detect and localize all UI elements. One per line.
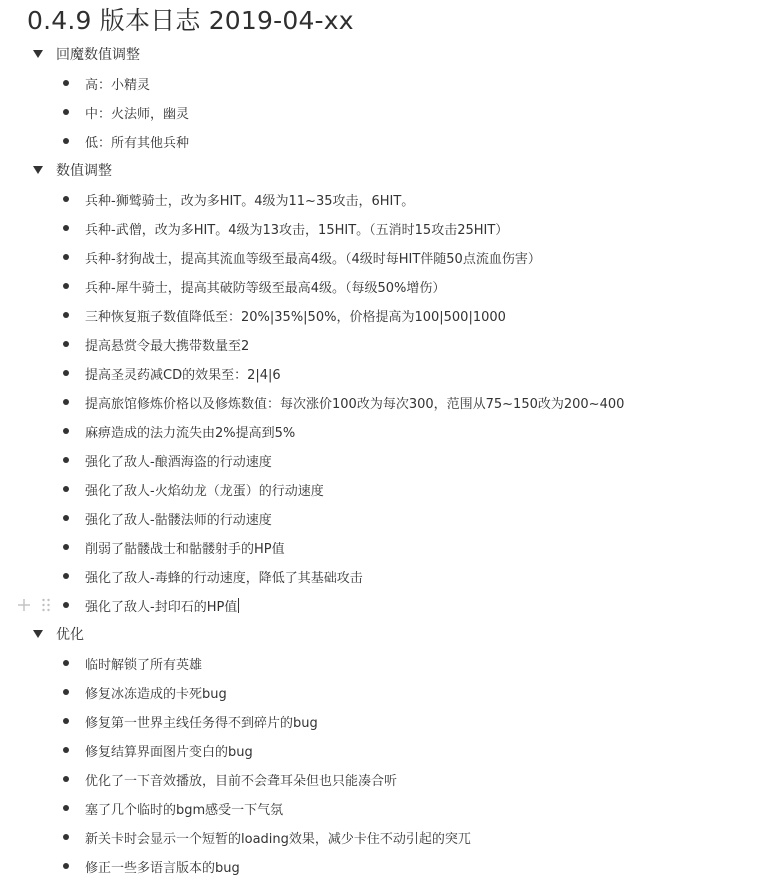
section-header-mana-regen[interactable] (33, 41, 140, 67)
list-item[interactable] (63, 331, 249, 357)
drag-handle-icon[interactable] (41, 598, 51, 612)
bullet-dot-icon (63, 718, 69, 724)
list-item[interactable] (63, 679, 227, 705)
list-item-text: 麻痹造成的法力流失由2%提高到5% (85, 425, 296, 441)
list-item-text: 兵种-武僧，改为多HIT。4级为13攻击，15HIT。（五消时15攻击25HIT） (85, 222, 509, 238)
bullet-dot-icon (63, 689, 69, 695)
bullet-dot-icon (63, 660, 69, 666)
list-item[interactable] (63, 447, 272, 473)
bullet-dot-icon (63, 805, 69, 811)
bullet-dot-icon (63, 312, 69, 318)
bullet-dot-icon (63, 486, 69, 492)
bullet-dot-icon (63, 544, 69, 550)
page-title: 0.4.9 版本日志 2019-04-xx (27, 6, 354, 35)
list-item[interactable] (63, 70, 150, 96)
list-item[interactable] (63, 534, 285, 560)
triangle-down-icon[interactable] (33, 50, 43, 58)
list-item-text: 兵种-豺狗战士，提高其流血等级至最高4级。（4级时每HIT伴随50点流血伤害） (85, 251, 541, 267)
list-item[interactable] (63, 824, 471, 850)
bullet-dot-icon (63, 602, 69, 608)
list-item[interactable] (63, 99, 189, 125)
list-item[interactable] (63, 476, 324, 502)
drag-handle-icon-glyph (41, 598, 51, 612)
list-item[interactable] (63, 650, 202, 676)
bullet-dot-icon (63, 109, 69, 115)
list-item-text: 修复冰冻造成的卡死bug (85, 686, 227, 702)
bullet-dot-icon (63, 515, 69, 521)
plus-icon[interactable] (17, 598, 31, 612)
list-item-text: 修正一些多语言版本的bug (85, 860, 240, 876)
bullet-dot-icon (63, 225, 69, 231)
bullet-dot-icon (63, 863, 69, 869)
bullet-dot-icon (63, 370, 69, 376)
list-item-text: 强化了敌人-骷髅法师的行动速度 (85, 512, 272, 528)
list-item-text: 提高旅馆修炼价格以及修炼数值：每次涨价100改为每次300，范围从75~150改为200~400 (85, 396, 625, 412)
list-item[interactable] (63, 128, 189, 154)
list-item-text: 兵种-狮鹫骑士，改为多HIT。4级为11~35攻击，6HIT。 (85, 193, 415, 209)
bullet-dot-icon (63, 283, 69, 289)
list-item-text: 提高圣灵药减CD的效果至：2|4|6 (85, 367, 281, 383)
list-item[interactable] (63, 215, 508, 241)
section-header-optimization[interactable] (33, 621, 84, 647)
list-item-text: 强化了敌人-毒蜂的行动速度，降低了其基础攻击 (85, 570, 363, 586)
list-item-text: 低：所有其他兵种 (85, 135, 190, 151)
list-item-text: 强化了敌人-火焰幼龙（龙蛋）的行动速度 (85, 483, 324, 499)
bullet-dot-icon (63, 776, 69, 782)
bullet-dot-icon (63, 573, 69, 579)
bullet-dot-icon (63, 254, 69, 260)
list-item-text[interactable]: 强化了敌人-封印石的HP值 (85, 599, 238, 615)
list-item[interactable] (63, 360, 281, 386)
list-item[interactable] (63, 302, 506, 328)
list-item-text: 塞了几个临时的bgm感受一下气氛 (85, 802, 284, 818)
triangle-down-icon[interactable] (33, 630, 43, 638)
list-item-text: 中：火法师，幽灵 (85, 106, 190, 122)
list-item-text: 修复结算界面图片变白的bug (85, 744, 253, 760)
bullet-dot-icon (63, 196, 69, 202)
bullet-dot-icon (63, 747, 69, 753)
text-caret (238, 598, 239, 613)
list-item[interactable] (63, 244, 541, 270)
section-label: 回魔数值调整 (56, 47, 140, 63)
plus-icon-glyph (17, 598, 31, 612)
section-label: 数值调整 (56, 163, 112, 179)
list-item-text: 新关卡时会显示一个短暂的loading效果，减少卡住不动引起的突兀 (85, 831, 471, 847)
list-item[interactable] (63, 563, 363, 589)
triangle-down-icon[interactable] (33, 166, 43, 174)
bullet-dot-icon (63, 341, 69, 347)
bullet-dot-icon (63, 138, 69, 144)
list-item-text: 兵种-犀牛骑士，提高其破防等级至最高4级。（每级50%增伤） (85, 280, 446, 296)
list-item-text: 临时解锁了所有英雄 (85, 657, 203, 673)
list-item[interactable] (63, 389, 624, 415)
list-item-text: 提高悬赏令最大携带数量至2 (85, 338, 250, 354)
list-item-text: 修复第一世界主线任务得不到碎片的bug (85, 715, 318, 731)
list-item-text: 强化了敌人-酿酒海盗的行动速度 (85, 454, 272, 470)
list-item-text: 优化了一下音效播放，目前不会聋耳朵但也只能凑合听 (85, 773, 398, 789)
list-item[interactable] (63, 853, 240, 879)
bullet-dot-icon (63, 834, 69, 840)
list-item-text: 削弱了骷髅战士和骷髅射手的HP值 (85, 541, 285, 557)
list-item-text: 高：小精灵 (85, 77, 151, 93)
list-item[interactable] (63, 708, 318, 734)
list-item[interactable] (63, 766, 397, 792)
list-item[interactable] (63, 795, 283, 821)
list-item-active[interactable] (63, 592, 239, 618)
list-item-text: 三种恢复瓶子数值降低至：20%|35%|50%，价格提高为100|500|1000 (85, 309, 506, 325)
bullet-dot-icon (63, 457, 69, 463)
section-header-value-adjust[interactable] (33, 157, 112, 183)
list-item[interactable] (63, 186, 414, 212)
list-item[interactable] (63, 273, 445, 299)
bullet-dot-icon (63, 80, 69, 86)
list-item[interactable] (63, 418, 295, 444)
section-label: 优化 (56, 627, 84, 643)
list-item[interactable] (63, 505, 272, 531)
bullet-dot-icon (63, 428, 69, 434)
bullet-dot-icon (63, 399, 69, 405)
list-item[interactable] (63, 737, 253, 763)
